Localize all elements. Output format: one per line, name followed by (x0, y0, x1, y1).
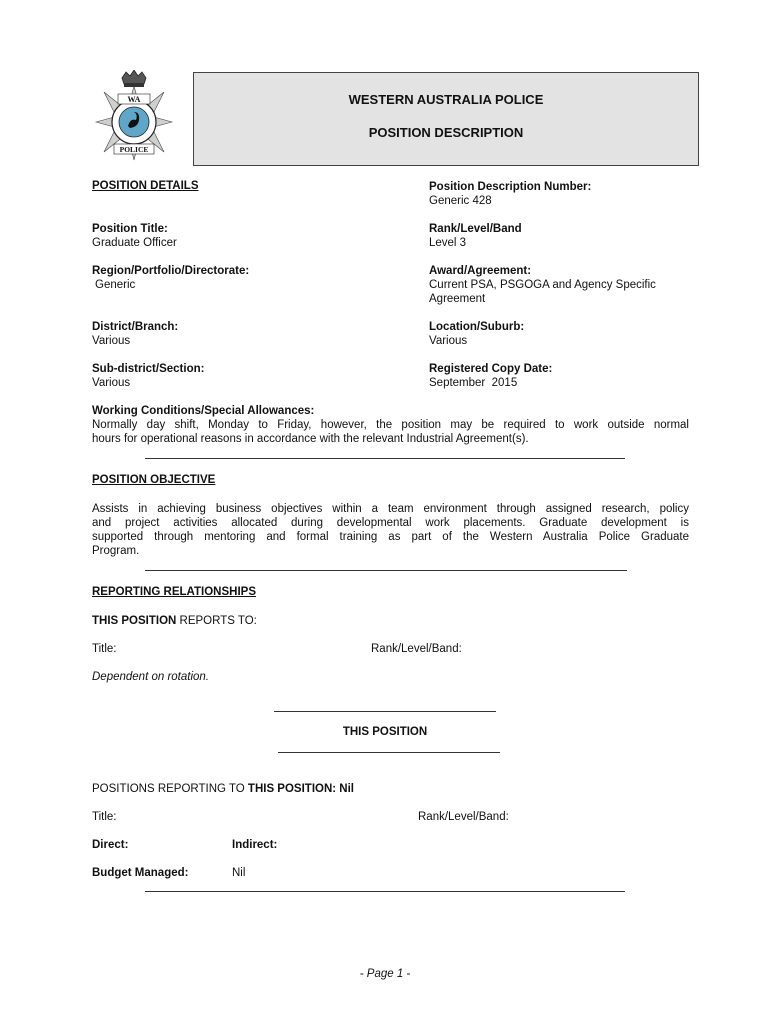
working-conditions-line2: hours for operational reasons in accordance with the relevant Industrial Agreement(s). (92, 433, 529, 445)
indirect-label: Indirect: (232, 839, 278, 851)
divider (145, 570, 627, 571)
pd-number-value: Generic 428 (429, 195, 492, 207)
objective-line2: and project activities allocated during developmental work placements. Graduate development is (92, 517, 689, 529)
location-label: Location/Suburb: (429, 321, 525, 333)
pd-number-label: Position Description Number: (429, 181, 592, 193)
reporting-relationships-heading: REPORTING RELATIONSHIPS (92, 586, 256, 598)
wa-police-logo (92, 70, 176, 162)
direct-label: Direct: (92, 839, 129, 851)
dependent-text: Dependent on rotation. (92, 671, 210, 683)
reports-to-bold: THIS POSITION (92, 615, 177, 627)
working-conditions-label: Working Conditions/Special Allowances: (92, 405, 315, 417)
police-badge-icon (92, 70, 176, 162)
svg-text:WA: WA (127, 95, 141, 104)
award-label: Award/Agreement: (429, 265, 532, 277)
org-title: WESTERN AUSTRALIA POLICE (348, 92, 544, 107)
divider (145, 458, 625, 459)
district-label: District/Branch: (92, 321, 179, 333)
title-box (193, 72, 699, 166)
positions-reporting-bold: THIS POSITION: Nil (247, 783, 354, 795)
subdistrict-label: Sub-district/Section: (92, 363, 205, 375)
copy-date-value: September 2015 (429, 377, 518, 389)
subdistrict-value: Various (92, 377, 131, 389)
objective-line1: Assists in achieving business objectives within a team environment through assigned research, policy (92, 503, 689, 515)
award-value-line1: Current PSA, PSGOGA and Agency Specific (429, 279, 656, 291)
position-objective-heading: POSITION OBJECTIVE (92, 474, 216, 486)
location-value: Various (429, 335, 468, 347)
budget-managed-value: Nil (232, 867, 246, 879)
objective-line4: Program. (92, 545, 140, 557)
budget-managed-label: Budget Managed: (92, 867, 189, 879)
divider (145, 891, 625, 892)
copy-date-label: Registered Copy Date: (429, 363, 553, 375)
objective-line3: supported through mentoring and formal training as part of the Western Australia Police Graduate (92, 531, 689, 543)
title-label-2: Title: (92, 811, 117, 823)
working-conditions-line1: Normally day shift, Monday to Friday, however, the position may be required to work outside normal (92, 419, 689, 431)
rank-value: Level 3 (429, 237, 467, 249)
position-title-value: Graduate Officer (92, 237, 177, 249)
page-number: - Page 1 - (359, 968, 411, 980)
reports-to-rest: REPORTS TO: (176, 615, 257, 627)
doc-title: POSITION DESCRIPTION (368, 125, 524, 140)
position-details-heading: POSITION DETAILS (92, 180, 199, 192)
reports-to-line (92, 614, 257, 628)
divider (274, 711, 496, 712)
rank-level-band-label-2: Rank/Level/Band: (418, 811, 509, 823)
award-value-line2: Agreement (429, 293, 486, 305)
rank-label: Rank/Level/Band (429, 223, 522, 235)
divider (278, 752, 500, 753)
positions-reporting-pre: POSITIONS REPORTING TO (92, 783, 248, 795)
positions-reporting-line (92, 782, 354, 796)
this-position-label: THIS POSITION (342, 726, 428, 738)
title-label: Title: (92, 643, 117, 655)
position-title-label: Position Title: (92, 223, 168, 235)
rank-level-band-label: Rank/Level/Band: (371, 643, 462, 655)
region-label: Region/Portfolio/Directorate: (92, 265, 250, 277)
district-value: Various (92, 335, 131, 347)
region-value: Generic (95, 279, 136, 291)
svg-text:POLICE: POLICE (119, 145, 149, 154)
